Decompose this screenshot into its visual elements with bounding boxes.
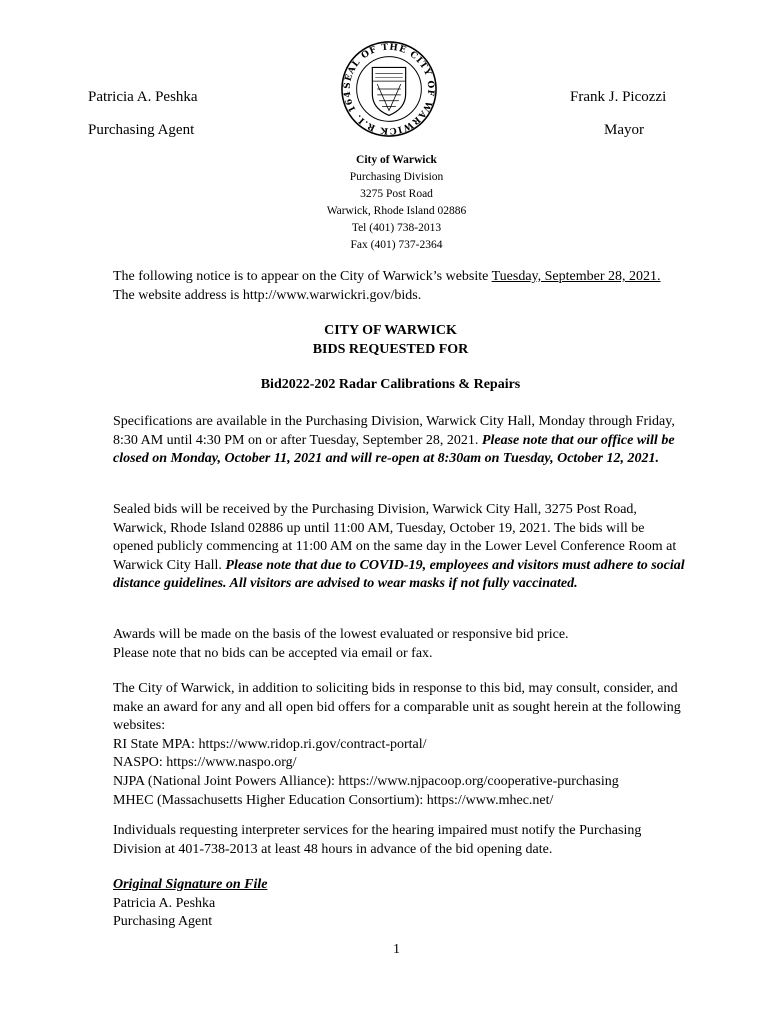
awards-paragraph: Awards will be made on the basis of the lowest evaluated or responsive bid price. Please note that no bids can be accepted via email or fax. [113, 627, 569, 661]
sealed-bids-paragraph: Sealed bids will be received by the Purchasing Division, Warwick City Hall, 3275 Post Road, Warwick, Rhode Island 02886 up until 11:00 AM, Tuesday, October 19, 2021. The bids will be opened publicly commencing at 11:00 AM on the same day in the Lower Level Conference Room at Warwick City Hall. Please note that due to COVID-19, employees and visitors must adhere to social distance guidelines. All visitors are advised to wear masks if not fully vaccinated. [113, 502, 685, 592]
website-njpa: NJPA (National Joint Powers Alliance): https://www.njpacoop.org/cooperative-purchasing [113, 773, 619, 789]
street: 3275 Post Road [360, 188, 433, 200]
office-closed-notice: Please note that our office will be closed on Monday, October 11, 2021 and will re-open at 8:30am on Tuesday, October 12, 2021. [113, 432, 675, 467]
signature-title: Purchasing Agent [113, 914, 213, 930]
header-left-title: Purchasing Agent [88, 122, 195, 138]
address-block [0, 152, 770, 254]
website-mhec: MHEC (Massachusetts Higher Education Consortium): https://www.mhec.net/ [113, 792, 554, 808]
covid-notice: Please note that due to COVID-19, employees and visitors must adhere to social distance guidelines. All visitors are advised to wear masks if not fully vaccinated. [113, 557, 685, 592]
bid-title: Bid2022-202 Radar Calibrations & Repairs [260, 377, 521, 392]
fax: Fax (401) 737-2364 [350, 239, 443, 251]
website-ri-mpa: RI State MPA: https://www.ridop.ri.gov/contract-portal/ [113, 736, 427, 752]
title-city: CITY OF WARWICK [324, 323, 457, 338]
seal-ring-text: SEAL OF THE CITY OF WARWICK R.I. 164 [342, 42, 436, 136]
header-right-name: Frank J. Picozzi [570, 89, 667, 105]
website-naspo: NASPO: https://www.naspo.org/ [113, 755, 297, 771]
signature-name: Patricia A. Peshka [113, 895, 216, 911]
telephone: Tel (401) 738-2013 [351, 222, 442, 234]
consult-paragraph: The City of Warwick, in addition to soliciting bids in response to this bid, may consult, consider, and make an award for any and all open bid offers for a comparable unit as sought herein at the following websites: RI State MPA: https://www.ridop.ri.gov/contract-portal/ NASPO: https://www.naspo.org/ NJPA (National Joint Powers Alliance): https://www.njpacoop.org/cooperative-purchasing MHEC (Massachusetts Higher Education Consortium): https://www.mhec.net/ [113, 680, 685, 810]
signature-line: Original Signature on File [113, 877, 268, 892]
title-block [113, 322, 685, 359]
city-state: Warwick, Rhode Island 02886 [326, 205, 467, 217]
specifications-paragraph: Specifications are available in the Purchasing Division, Warwick City Hall, Monday through Friday, 8:30 AM until 4:30 PM on or after Tuesday, September 28, 2021. Please note that our office will be closed on Monday, October 11, 2021 and will re-open at 8:30am on Tuesday, October 12, 2021. [113, 414, 675, 467]
notice-intro: The following notice is to appear on the City of Warwick’s website Tuesday, September 28, 2021. The website address is http://www.warwickri.gov/bids. [113, 269, 661, 303]
header-left-name: Patricia A. Peshka [88, 89, 198, 105]
notice-date: Tuesday, September 28, 2021. [491, 269, 661, 284]
division: Purchasing Division [349, 171, 444, 183]
page-number: 1 [393, 942, 400, 957]
title-bids-requested: BIDS REQUESTED FOR [312, 341, 469, 357]
org-name: City of Warwick [356, 154, 437, 166]
city-seal-logo [340, 40, 438, 138]
signature-block [113, 876, 685, 932]
header-right-title: Mayor [604, 122, 644, 138]
interpreter-paragraph: Individuals requesting interpreter services for the hearing impaired must notify the Purchasing Division at 401-738-2013 at least 48 hours in advance of the bid opening date. [113, 823, 642, 857]
